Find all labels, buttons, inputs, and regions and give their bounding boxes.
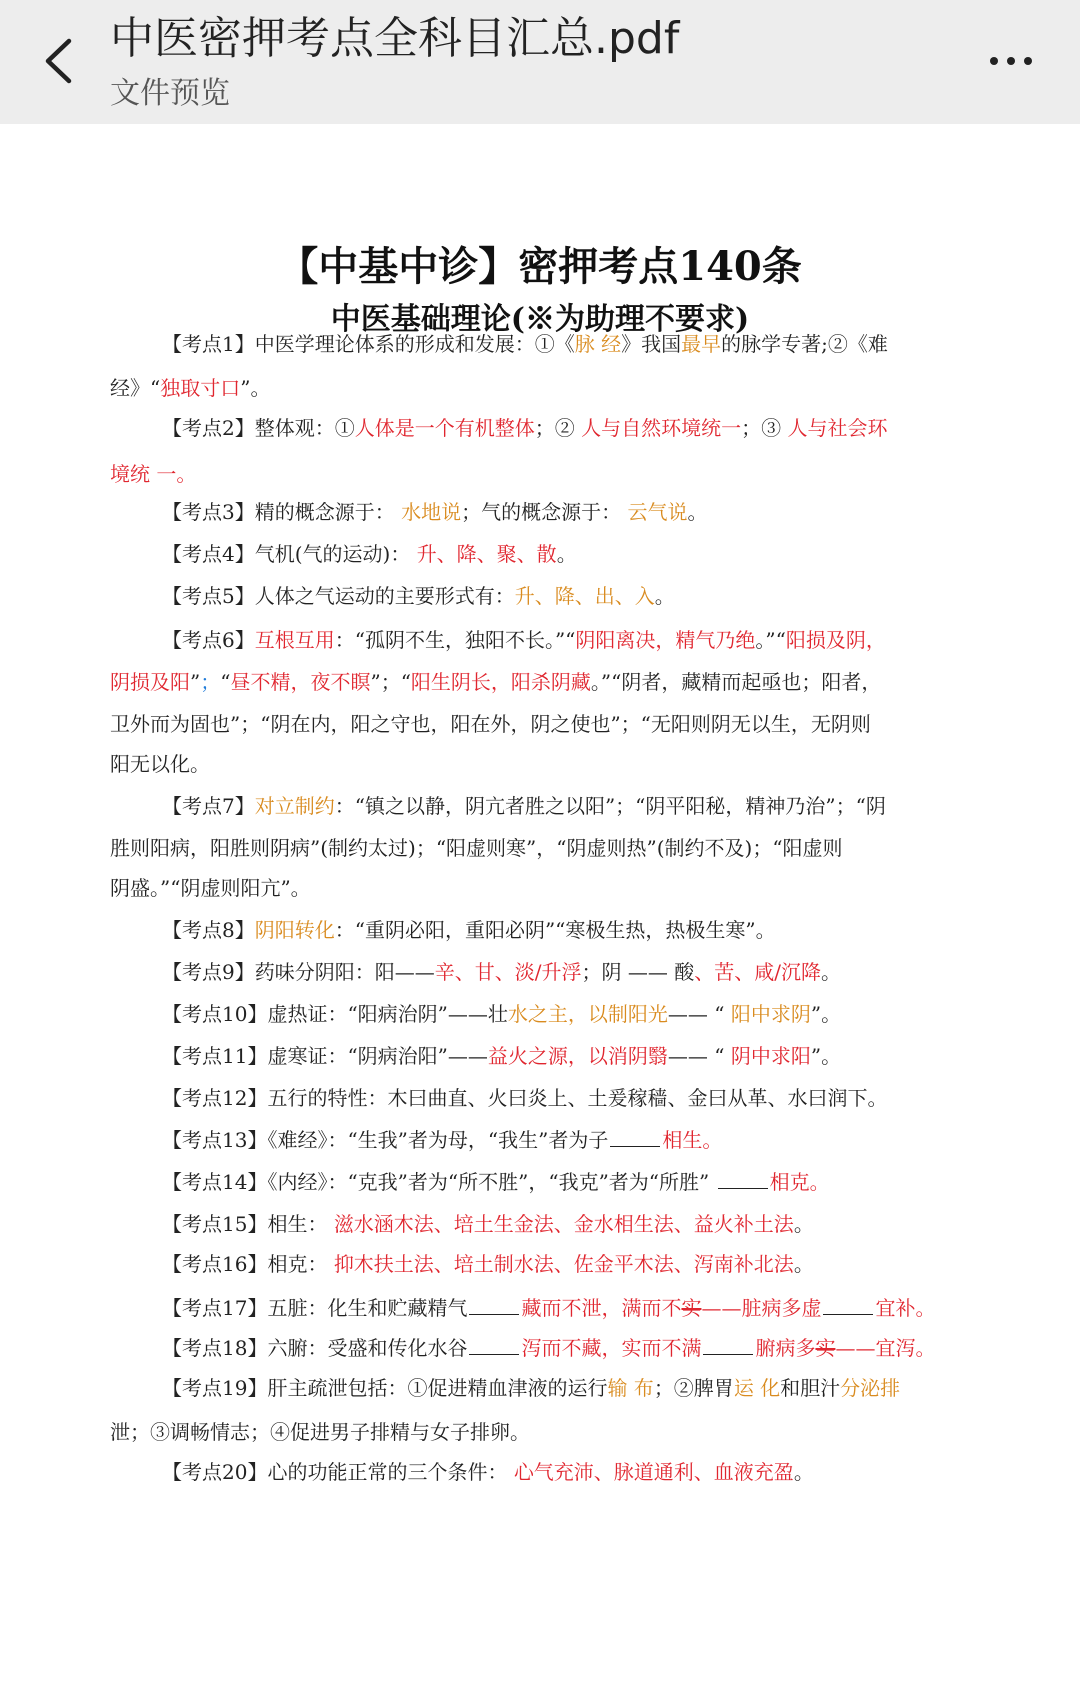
pdf-page	[0, 124, 1080, 1703]
fill-blank	[823, 1297, 873, 1315]
more-dot-icon	[1007, 57, 1015, 65]
point-14: 【考点14】《内经》：“克我”者为“所不胜”，“我克”者为“所胜” 相克。	[162, 1170, 830, 1194]
fill-blank	[703, 1337, 753, 1355]
point-6-line-3: 卫外而为固也”；“阴在内，阳之守也，阳在外，阴之使也”；“无阳则阴无以生，无阴则	[110, 712, 871, 736]
point-10: 【考点10】虚热证：“阳病治阴”——壮水之主，以制阳光—— “ 阳中求阴”。	[162, 1002, 842, 1026]
point-6-line-2: 阴损及阳”；“昼不精，夜不瞑”；“阳生阴长，阳杀阴藏。”“阴者，藏精而起亟也；阳者，	[110, 670, 882, 694]
fill-blank	[610, 1129, 660, 1147]
point-9: 【考点9】药味分阴阳：阳——辛、甘、淡/升浮；阴 —— 酸、苦、咸/沉降。	[162, 960, 841, 984]
point-16: 【考点16】相克： 抑木扶土法、培土制水法、佐金平木法、泻南补北法。	[162, 1252, 814, 1276]
point-20: 【考点20】心的功能正常的三个条件： 心气充沛、脉道通利、血液充盈。	[162, 1460, 814, 1484]
point-3: 【考点3】精的概念源于： 水地说；气的概念源于： 云气说。	[162, 500, 708, 524]
point-15: 【考点15】相生： 滋水涵木法、培土生金法、金水相生法、益火补土法。	[162, 1212, 814, 1236]
back-button[interactable]	[30, 26, 86, 96]
point-7-line-2: 胜则阳病，阳胜则阴病”(制约太过)；“阳虚则寒”，“阴虚则热”(制约不及)；“阳虚则	[110, 836, 843, 860]
point-4: 【考点4】气机(气的运动)： 升、降、聚、散。	[162, 542, 577, 566]
fill-blank	[469, 1337, 519, 1355]
fill-blank	[469, 1297, 519, 1315]
point-7-line-3: 阴盛。”“阴虚则阳亢”。	[110, 876, 311, 900]
point-2-line-1: 【考点2】整体观：①人体是一个有机整体；② 人与自然环境统一；③ 人与社会环	[162, 416, 888, 440]
file-title: 中医密押考点全科目汇总.pdf	[110, 13, 680, 64]
point-2-line-2: 境统 一。	[110, 462, 197, 486]
chevron-left-icon	[43, 38, 73, 84]
point-19-line-2: 泄；③调畅情志；④促进男子排精与女子排卵。	[110, 1420, 530, 1444]
point-7-line-1: 【考点7】对立制约：“镇之以静，阴亢者胜之以阳”；“阴平阳秘，精神乃治”；“阴	[162, 794, 886, 818]
point-11: 【考点11】虚寒证：“阴病治阳”——益火之源，以消阴翳—— “ 阴中求阳”。	[162, 1044, 842, 1068]
point-8: 【考点8】阴阳转化：“重阴必阳，重阳必阴”“寒极生热，热极生寒”。	[162, 918, 776, 942]
top-bar	[0, 0, 1080, 124]
doc-heading: 【中基中诊】密押考点140条	[278, 243, 802, 290]
file-subtitle: 文件预览	[110, 76, 230, 111]
fill-blank	[718, 1171, 768, 1189]
more-dot-icon	[990, 57, 998, 65]
doc-subheading: 中医基础理论(※为助理不要求)	[330, 302, 750, 337]
point-18: 【考点18】六腑：受盛和传化水谷 泻而不藏，实而不满 腑病多实——宜泻。	[162, 1336, 936, 1360]
point-1-line-1: 【考点1】中医学理论体系的形成和发展：①《脉 经》我国最早的脉学专著;②《难	[162, 332, 888, 356]
title-area	[110, 10, 950, 114]
more-dot-icon	[1024, 57, 1032, 65]
point-17: 【考点17】五脏：化生和贮藏精气 藏而不泄，满而不实——脏病多虚 宜补。	[162, 1296, 936, 1320]
point-19-line-1: 【考点19】肝主疏泄包括：①促进精血津液的运行输 布；②脾胃运 化和胆汁分泌排	[162, 1376, 901, 1400]
point-13: 【考点13】《难经》：“生我”者为母，“我生”者为子 相生。	[162, 1128, 723, 1152]
more-button[interactable]	[976, 36, 1046, 86]
point-1-line-2: 经》“独取寸口”。	[110, 376, 271, 400]
point-5: 【考点5】人体之气运动的主要形式有：升、降、出、入。	[162, 584, 675, 608]
point-12: 【考点12】五行的特性：木曰曲直、火曰炎上、土爰稼穑、金曰从革、水曰润下。	[162, 1086, 888, 1110]
point-6-line-4: 阳无以化。	[110, 752, 210, 776]
point-6-line-1: 【考点6】互根互用：“孤阴不生，独阳不长。”“阴阳离决，精气乃绝。”“阳损及阴，	[162, 628, 886, 652]
